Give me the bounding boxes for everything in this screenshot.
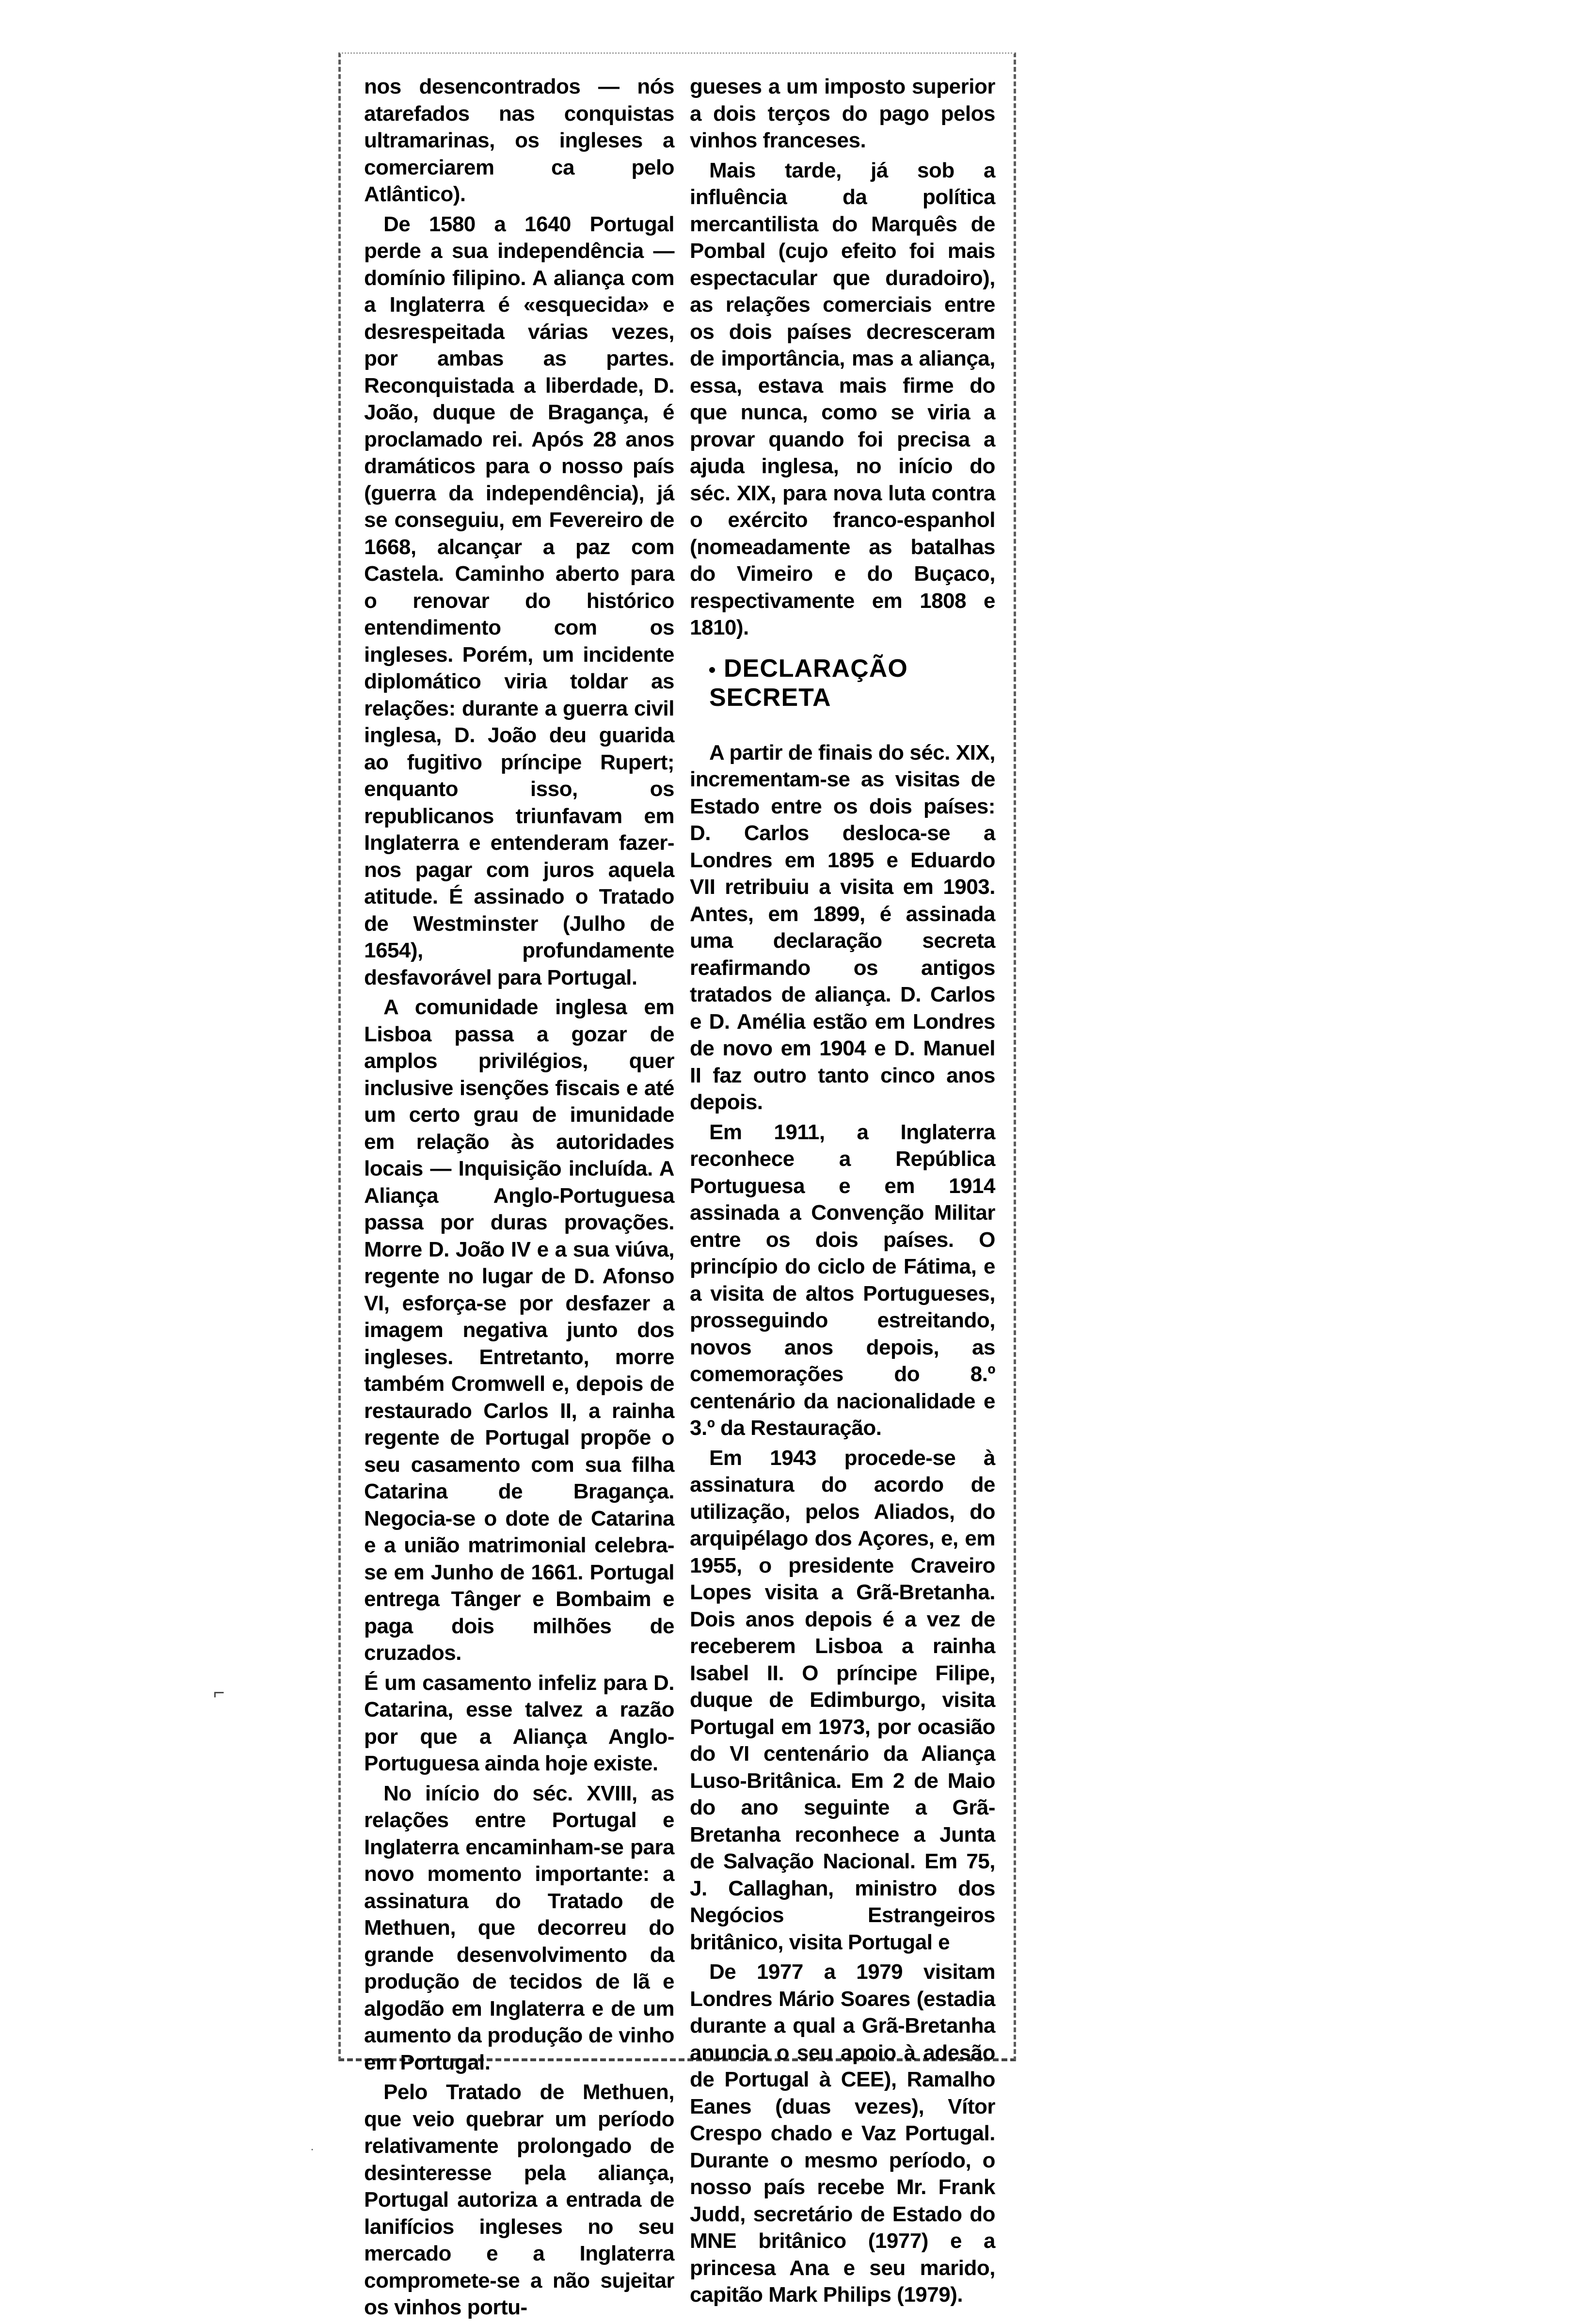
paragraph: A partir de finais do séc. XIX, incrementam-se as visitas de Estado entre os dois países: D. Carlos desloca-se a Londres em 1895 e Eduardo VII retribuiu a visita em 1903. Antes, em 1899, é assinada uma declaração secreta reafirmando os antigos tratados de aliança. D. Carlos e D. Amélia estão em Londres de novo em 1904 e D. Manuel II faz outro tanto cinco anos depois. (690, 739, 995, 1116)
paragraph: De 1580 a 1640 Portugal perde a sua independência — domínio filipino. A aliança com a Inglaterra é «esquecida» e desrespeitada várias vezes, por ambas as partes. Reconquistada a liberdade, D. João, duque de Bragança, é proclamado rei. Após 28 anos dramáticos para o nosso país (guerra da independência), já se conseguiu, em Fevereiro de 1668, alcançar a paz com Castela. Caminho aberto para o renovar do histórico entendimento com os ingleses. Porém, um incidente diplomático viria toldar as relações: durante a guerra civil inglesa, D. João deu guarida ao fugitivo príncipe Rupert; enquanto isso, os republicanos triunfavam em Inglaterra e entenderam fazer-nos pagar com juros aquela atitude. É assinado o Tratado de Westminster (Julho de 1654), profundamente desfavorável para Portugal. (364, 212, 674, 989)
paragraph: gueses a um imposto superior a dois terços do pago pelos vinhos franceses. (690, 75, 995, 152)
paragraph: Em 1911, a Inglaterra reconhece a República Portuguesa e em 1914 assinada a Convenção Militar entre os dois países. O princípio do ciclo de Fátima, e a visita de altos Portugueses, prosseguindo estreitando, novos anos depois, as comemorações do 8.º centenário da nacionalidade e 3.º da Restauração. (690, 1119, 995, 1442)
paragraph: A comunidade inglesa em Lisboa passa a gozar de amplos privilégios, quer inclusive isenções fiscais e até um certo grau de imunidade em relação às autoridades locais — Inquisição incluída. A Aliança Anglo-Portuguesa passa por duras provações. Morre D. João IV e a sua viúva, regente no lugar de D. Afonso VI, esforça-se por desfazer a imagem negativa junto dos ingleses. Entretanto, morre também Cromwell e, depois de restaurado Carlos II, a rainha regente de Portugal propõe o seu casamento com sua filha Catarina de Bragança. Negocia-se o dote de Catarina e a união matrimonial celebra-se em Junho de 1661. Portugal entrega Tânger e Bombaim e paga dois milhões de cruzados. (364, 994, 674, 1667)
paragraph: Mais tarde, já sob a influência da política mercantilista do Marquês de Pombal (cujo efeito foi mais espectacular que duradoiro), as relações comerciais entre os dois países decresceram de importância, mas a aliança, essa, estava mais firme do que nunca, como se viria a provar quando foi precisa a ajuda inglesa, no início do séc. XIX, para nova luta contra o exército franco-espanhol (nomeadamente as batalhas do Vimeiro e do Buçaco, respectivamente em 1808 e 1810). (690, 158, 995, 639)
scan-speck-icon: ⌐ (213, 1682, 225, 1703)
paragraph: nos desencontrados — nós atarefados nas conquistas ultramarinas, os ingleses a comerciarem ca pelo Atlântico). (364, 75, 674, 206)
section-heading-text: DECLARAÇÃO SECRETA (709, 654, 908, 712)
paragraph: No início do séc. XVIII, as relações entre Portugal e Inglaterra encaminham-se para novo momento importante: a assinatura do Tratado de Methuen, que decorreu do grande desenvolvimento da produção de tecidos de lã e algodão em Inglaterra e de um aumento da produção de vinho em Portugal. (364, 1781, 674, 2074)
paragraph: É um casamento infeliz para D. Catarina, esse talvez a razão por que a Aliança Anglo-Portuguesa ainda hoje existe. (364, 1670, 674, 1777)
newspaper-clipping (338, 52, 1016, 2319)
right-column (690, 73, 995, 2311)
paragraph: Pelo Tratado de Methuen, que veio quebrar um período relativamente prolongado de desinteresse pela aliança, Portugal autoriza a entrada de lanifícios ingleses no seu mercado e a Inglaterra compromete-se a não sujeitar os vinhos portu- (364, 2079, 674, 2321)
left-column (364, 73, 674, 2324)
paragraph: De 1977 a 1979 visitam Londres Mário Soares (estadia durante a qual a Grã-Bretanha anuncia o seu apoio à adesão de Portugal à CEE), Ramalho Eanes (duas vezes), Vítor Crespo chado e Vaz Portugal. Durante o mesmo período, o nosso país recebe Mr. Frank Judd, secretário de Estado do MNE britânico (1977) e a princesa Ana e seu marido, capitão Mark Philips (1979). (690, 1960, 995, 2307)
paragraph: Em 1943 procede-se à assinatura do acordo de utilização, pelos Aliados, do arquipélago dos Açores, e, em 1955, o presidente Craveiro Lopes visita a Grã-Bretanha. Dois anos depois é a vez de receberem Lisboa a rainha Isabel II. O príncipe Filipe, duque de Edimburgo, visita Portugal em 1973, por ocasião do VI centenário da Aliança Luso-Britânica. Em 2 de Maio do ano seguinte a Grã-Bretanha reconhece a Junta de Salvação Nacional. Em 75, J. Callaghan, ministro dos Negócios Estrangeiros britânico, visita Portugal e (690, 1445, 995, 1956)
section-heading (709, 654, 995, 712)
bullet-icon (709, 667, 715, 673)
scan-speck-icon: · (310, 2143, 314, 2156)
